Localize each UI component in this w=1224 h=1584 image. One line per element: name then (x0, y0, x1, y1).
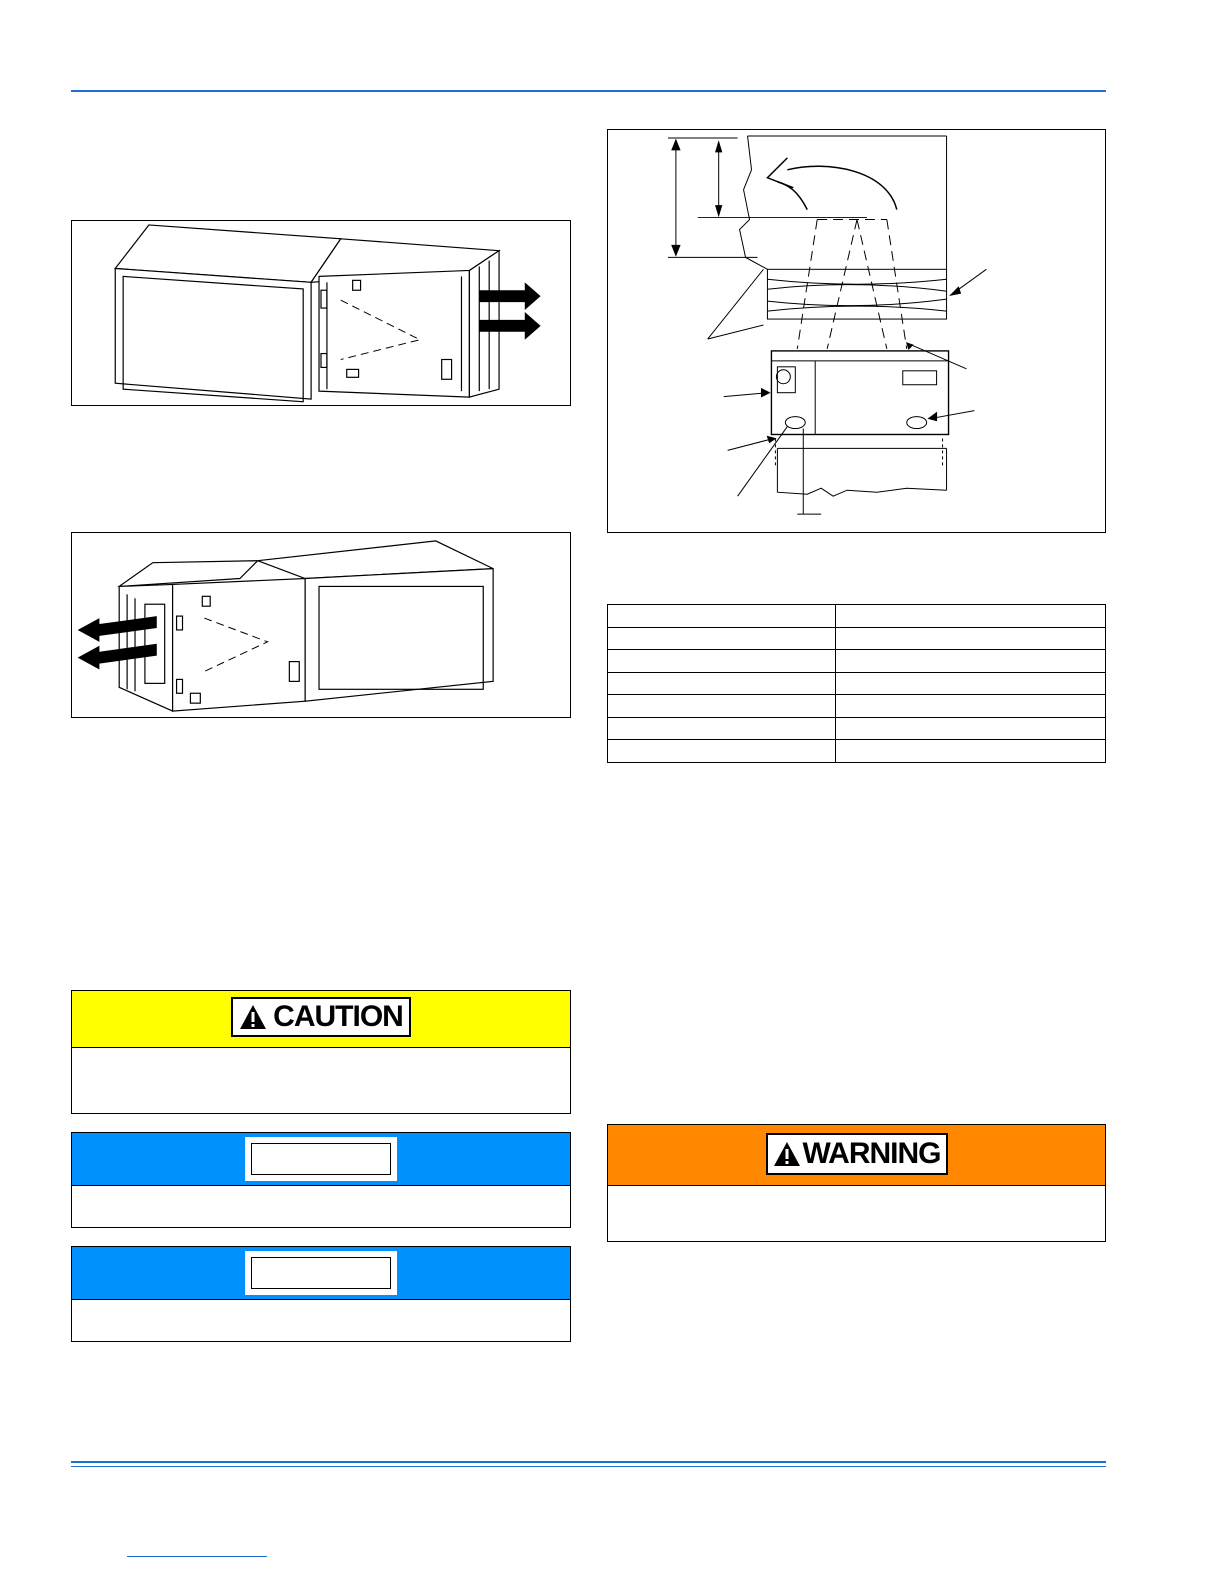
spec-table-row (608, 672, 1106, 695)
right-discharge-unit-figure (71, 220, 571, 406)
caution-header (72, 991, 570, 1048)
spec-table-cell (608, 717, 836, 740)
header-rule (71, 90, 1106, 92)
spec-table-cell (836, 627, 1106, 650)
footer-link-underline[interactable] (127, 1556, 267, 1557)
warning-triangle-icon (773, 1141, 801, 1167)
footer-rule (71, 1461, 1106, 1463)
spec-table-row (608, 627, 1106, 650)
spec-table-row (608, 717, 1106, 740)
spec-table-cell (836, 650, 1106, 673)
spec-table-row (608, 695, 1106, 718)
spec-table-cell (836, 740, 1106, 763)
warning-label: WARNING (802, 1137, 941, 1170)
warning-triangle-icon (239, 1004, 267, 1030)
spec-table-row (608, 740, 1106, 763)
spec-table-cell (608, 695, 836, 718)
spec-table-row (608, 650, 1106, 673)
notice-header-2 (72, 1247, 570, 1300)
spec-table-row (608, 605, 1106, 628)
spec-table-cell (836, 672, 1106, 695)
notice-box-1 (71, 1132, 571, 1228)
notice-box-2 (71, 1246, 571, 1342)
unit-drawing (72, 221, 570, 405)
spec-table-cell (836, 605, 1106, 628)
notice-label-box-1 (245, 1137, 397, 1181)
spec-table-cell (836, 717, 1106, 740)
spec-table-cell (836, 695, 1106, 718)
unit-drawing (72, 533, 570, 717)
left-discharge-unit-figure (71, 532, 571, 718)
spec-table-cell (608, 627, 836, 650)
spec-table (607, 604, 1106, 763)
spec-table-cell (608, 650, 836, 673)
footer-rule-thin (71, 1466, 1106, 1467)
caution-label: CAUTION (273, 1000, 403, 1033)
caution-notice (71, 990, 571, 1114)
spec-table-cell (608, 605, 836, 628)
caution-label-box (231, 997, 411, 1037)
clearance-drawing (608, 130, 1105, 532)
notice-header-1 (72, 1133, 570, 1186)
warning-header (608, 1125, 1105, 1186)
warning-notice (607, 1124, 1106, 1242)
warning-label-box (766, 1133, 948, 1175)
installation-clearance-figure (607, 129, 1106, 533)
spec-table-cell (608, 740, 836, 763)
spec-table-cell (608, 672, 836, 695)
notice-label-box-2 (245, 1251, 397, 1295)
